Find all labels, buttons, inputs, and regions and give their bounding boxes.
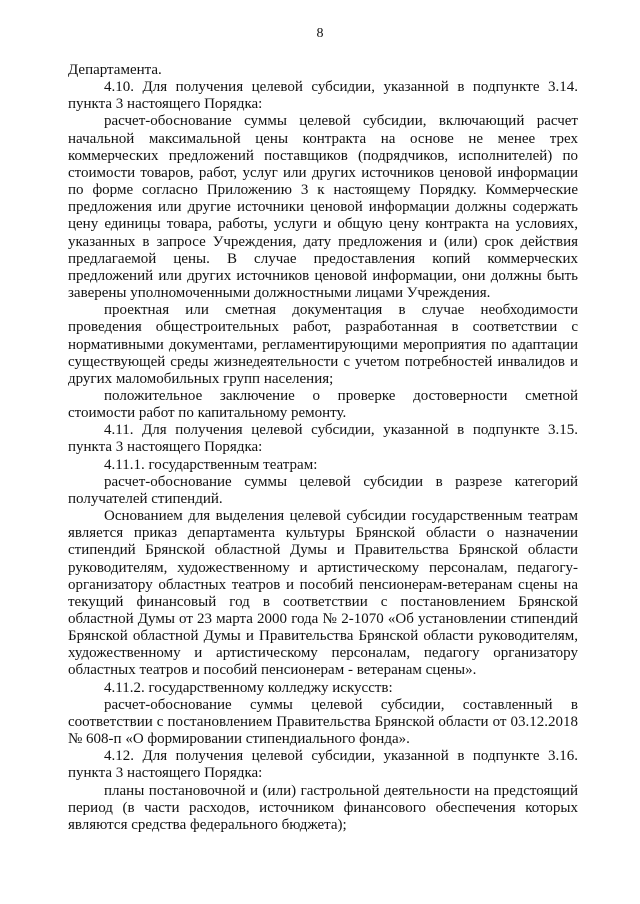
- paragraph: расчет-обоснование суммы целевой субсидии, составленный в соответствии с постановлением Правительства Брянской области от 03.12.2018 № 608-п «О формировании стипендиального фонда».: [68, 696, 578, 748]
- paragraph: расчет-обоснование суммы целевой субсидии в разрезе категорий получателей стипендий.: [68, 473, 578, 507]
- page-number: 8: [316, 26, 324, 41]
- paragraph: положительное заключение о проверке достоверности сметной стоимости работ по капитальному ремонту.: [68, 387, 578, 422]
- paragraph: проектная или сметная документация в случае необходимости проведения общестроительных работ, разработанная в соответствии с нормативными документами, регламентирующими мероприятия по адаптации существующей среды жизнедеятельности с учетом потребностей инвалидов и других маломобильных групп населения;: [68, 302, 578, 387]
- paragraph: 4.11.2. государственному колледжу искусств:: [104, 679, 393, 696]
- paragraph: 4.11.1. государственным театрам:: [104, 456, 318, 473]
- paragraph: 4.11. Для получения целевой субсидии, указанной в подпункте 3.15. пункта 3 настоящего Порядка:: [68, 422, 578, 456]
- paragraph: планы постановочной и (или) гастрольной деятельности на предстоящий период (в части расходов, источником финансового обеспечения которых являются средства федерального бюджета);: [68, 782, 578, 833]
- document-body: [68, 62, 578, 834]
- paragraph: расчет-обоснование суммы целевой субсидии, включающий расчет начальной максимальной цены контракта на основе не менее трех коммерческих предложений поставщиков (подрядчиков, исполнителей) по стоимости товаров, работ, услуг или других источников ценовой информации по форме согласно Приложению 3 к настоящему Порядку. Коммерческие предложения или другие источники ценовой информации должны содержать цену единицы товара, работы, услуги и общую цену контракта на условиях, указанных в запросе Учреждения, дату предложения и (или) срок действия предлагаемой цены. В случае предоставления копий коммерческих предложений или других источников ценовой информации, они должны быть заверены уполномоченными должностными лицами Учреждения.: [68, 113, 578, 302]
- paragraph: 4.10. Для получения целевой субсидии, указанной в подпункте 3.14. пункта 3 настоящего Порядка:: [68, 79, 578, 113]
- paragraph: 4.12. Для получения целевой субсидии, указанной в подпункте 3.16. пункта 3 настоящего Порядка:: [68, 748, 578, 782]
- paragraph: Департамента.: [68, 62, 162, 78]
- paragraph: Основанием для выделения целевой субсидии государственным театрам является приказ департамента культуры Брянской области о назначении стипендий Брянской областной Думы и Правительства Брянской области руководителям, художественному и артистическому персоналам, педагогу-организатору областных театров и пособий пенсионерам-ветеранам сцены на текущий финансовый год в соответствии с постановлением Брянской областной Думы от 23 марта 2000 года № 2-1070 «Об установлении стипендий Брянской областной Думы и Правительства Брянской области руководителям, художественному и артистическому персоналам, педагогу организатору областных театров и пособий пенсионерам - ветеранам сцены».: [68, 508, 578, 679]
